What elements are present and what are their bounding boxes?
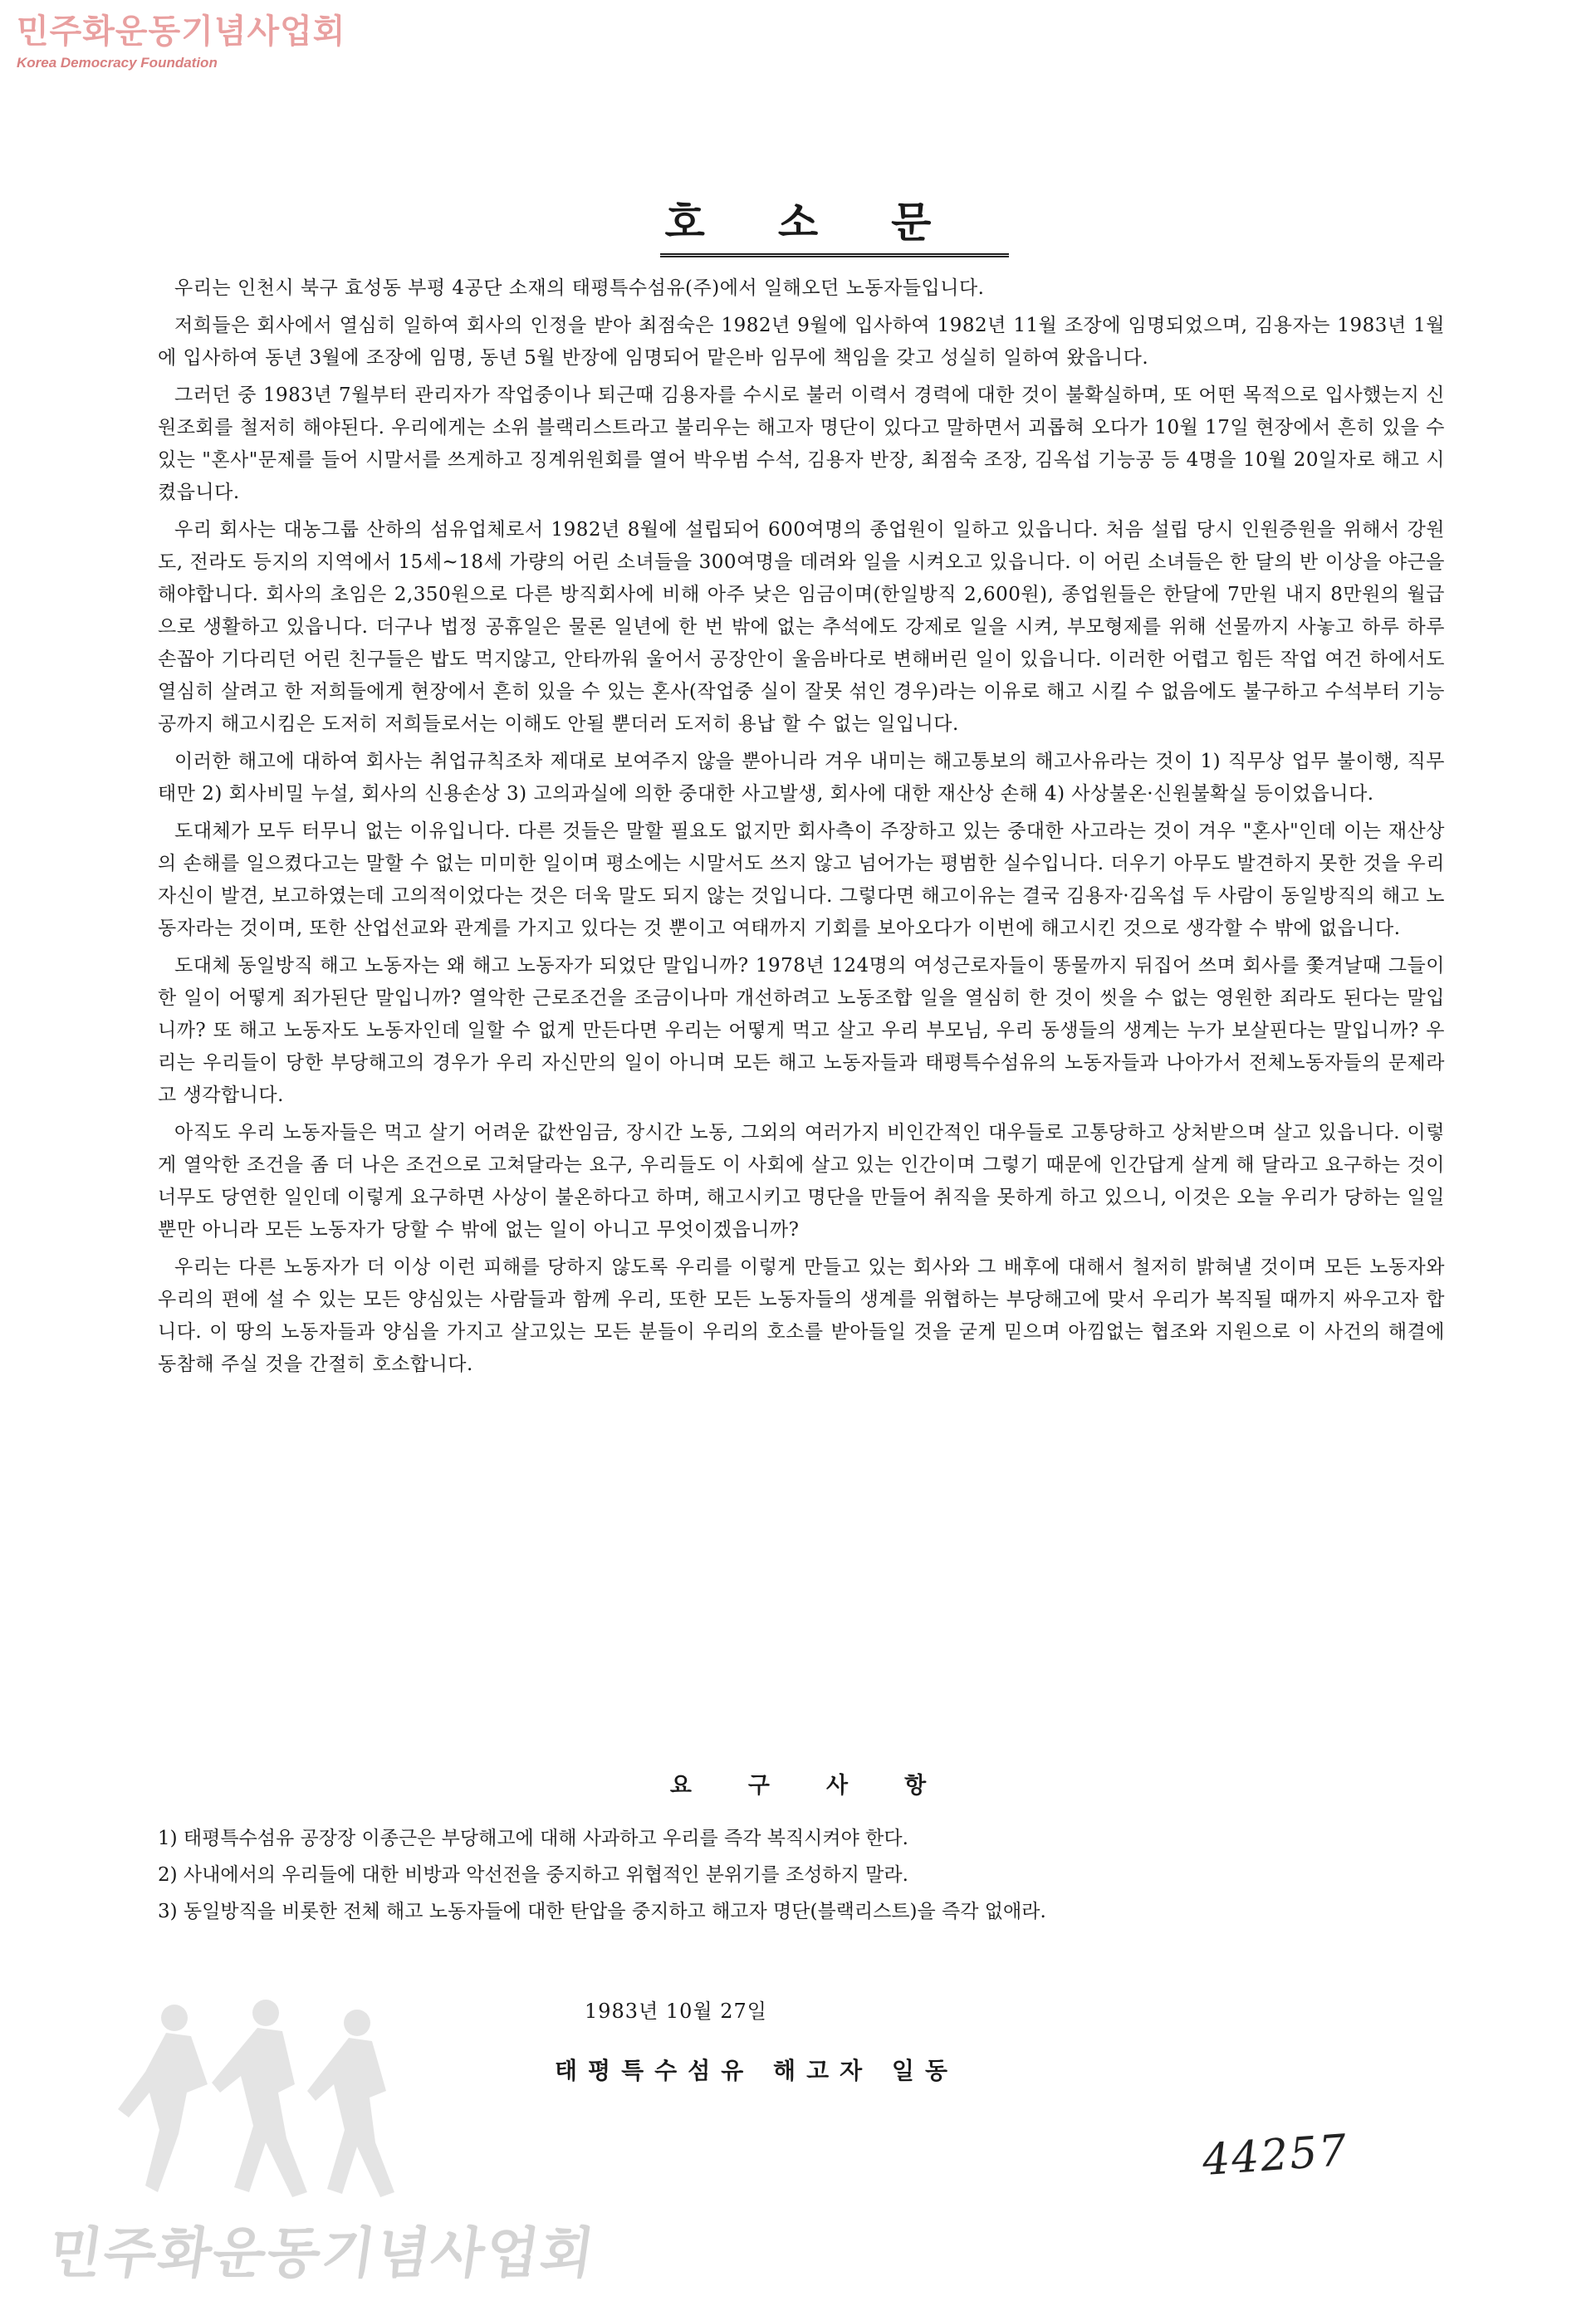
paragraph: 도대체가 모두 터무니 없는 이유입니다. 다른 것들은 말할 필요도 없지만 회사측이 주장하고 있는 중대한 사고라는 것이 겨우 "혼사"인데 이는 재산상의 손해를 일으켰다고는 말할 수 없는 미미한 일이며 평소에는 시말서도 쓰지 않고 넘어가는 평범한 실수입니다. 더우기 아무도 발견하지 못한 것을 우리 자신이 발견, 보고하였는데 고의적이었다는 것은 더욱 말도 되지 않는 것입니다. 그렇다면 해고이유는 결국 김용자·김옥섭 두 사람이 동일방직의 해고 노동자라는 것이며, 또한 산업선교와 관계를 가지고 있다는 것 뿐이고 여태까지 기회를 보아오다가 이번에 해고시킨 것으로 생각할 수 밖에 없읍니다.: [158, 820, 1445, 939]
document-title-text: 호소문: [660, 198, 1010, 257]
document-date: 1983년 10월 27일: [585, 2000, 767, 2023]
document-body: [158, 272, 1445, 1386]
runners-logo-icon: [108, 1993, 423, 2212]
paragraph: 저희들은 회사에서 열심히 일하여 회사의 인정을 받아 최점숙은 1982년 9월에 입사하여 1982년 11월 조장에 임명되었으며, 김용자는 1983년 1월에 입사하여 동년 3월에 조장에 임명, 동년 5월 반장에 임명되어 맡은바 임무에 책임을 갖고 성실히 일하여 왔읍니다.: [158, 315, 1445, 369]
watermark-top: [17, 12, 345, 71]
document-title: [0, 189, 1596, 249]
paragraph: 이러한 해고에 대하여 회사는 취업규칙조차 제대로 보여주지 않을 뿐아니라 겨우 내미는 해고통보의 해고사유라는 것이 1) 직무상 업무 불이행, 직무태만 2) 회사비밀 누설, 회사의 신용손상 3) 고의과실에 의한 중대한 사고발생, 회사에 대한 재산상 손해 4) 사상불온·신원불확실 등이었읍니다.: [158, 751, 1445, 805]
demand-item: 3) 동일방직을 비롯한 전체 해고 노동자들에 대한 탄압을 중지하고 해고자 명단(블랙리스트)을 즉각 없애라.: [158, 1901, 1046, 1922]
demand-item: 1) 태평특수섬유 공장장 이종근은 부당해고에 대해 사과하고 우리를 즉각 복직시켜야 한다.: [158, 1828, 908, 1849]
paragraph: 아직도 우리 노동자들은 먹고 살기 어려운 값싼임금, 장시간 노동, 그외의 여러가지 비인간적인 대우들로 고통당하고 상처받으며 살고 있읍니다. 이렇게 열악한 조건을 좀 더 나은 조건으로 고쳐달라는 요구, 우리들도 이 사회에 살고 있는 인간이며 그렇기 때문에 인간답게 살게 해 달라고 요구하는 것이 너무도 당연한 일인데 이렇게 요구하면 사상이 불온하다고 하며, 해고시키고 명단을 만들어 취직을 못하게 하고 있으니, 이것은 오늘 우리가 당하는 일일 뿐만 아니라 모든 노동자가 당할 수 밖에 없는 일이 아니고 무엇이겠읍니까?: [158, 1122, 1445, 1241]
paragraph: 도대체 동일방직 해고 노동자는 왜 해고 노동자가 되었단 말입니까? 1978년 124명의 여성근로자들이 똥물까지 뒤집어 쓰며 회사를 쫓겨날때 그들이 한 일이 어떻게 죄가된단 말입니까? 열악한 근로조건을 조금이나마 개선하려고 노동조합 일을 열심히 한 것이 씻을 수 없는 영원한 죄라도 된다는 말입니까? 또 해고 노동자도 노동자인데 일할 수 없게 만든다면 우리는 어떻게 먹고 살고 우리 부모님, 우리 동생들의 생계는 누가 보살핀다는 말입니까? 우리는 우리들이 당한 부당해고의 경우가 우리 자신만의 일이 아니며 모든 해고 노동자들과 태평특수섬유의 노동자들과 나아가서 전체노동자들의 문제라고 생각합니다.: [158, 955, 1445, 1106]
demand-item: 2) 사내에서의 우리들에 대한 비방과 악선전을 중지하고 위협적인 분위기를 조성하지 말라.: [158, 1864, 908, 1886]
handwritten-number: 44257: [1201, 2125, 1350, 2186]
demands-title: 요구사항: [669, 1773, 983, 1799]
demands-list: [158, 1820, 1453, 1930]
watermark-name-en: Korea Democracy Foundation: [17, 55, 218, 71]
signer: 태평특수섬유 해고자 일동: [555, 2057, 959, 2084]
paragraph: 우리는 인천시 북구 효성동 부평 4공단 소재의 태평특수섬유(주)에서 일해오던 노동자들입니다.: [174, 277, 985, 299]
paragraph: 우리는 다른 노동자가 더 이상 이런 피해를 당하지 않도록 우리를 이렇게 만들고 있는 회사와 그 배후에 대해서 철저히 밝혀낼 것이며 모든 노동자와 우리의 편에 설 수 있는 모든 양심있는 사람들과 함께 우리, 또한 모든 노동자들의 생계를 위협하는 부당해고에 맞서 우리가 복직될 때까지 싸우고자 합니다. 이 땅의 노동자들과 양심을 가지고 살고있는 모든 분들이 우리의 호소를 받아들일 것을 굳게 믿으며 아낌없는 협조와 지원으로 이 사건의 해결에 동참해 주실 것을 간절히 호소합니다.: [158, 1256, 1445, 1375]
paragraph: 그러던 중 1983년 7월부터 관리자가 작업중이나 퇴근때 김용자를 수시로 불러 이력서 경력에 대한 것이 불확실하며, 또 어떤 목적으로 입사했는지 신원조회를 철저히 해야된다. 우리에게는 소위 블랙리스트라고 불리우는 해고자 명단이 있다고 말하면서 괴롭혀 오다가 10월 17일 현장에서 흔히 있을 수 있는 "혼사"문제를 들어 시말서를 쓰게하고 징계위원회를 열어 박우범 수석, 김용자 반장, 최점숙 조장, 김옥섭 기능공 등 4명을 10월 20일자로 해고 시켰읍니다.: [158, 384, 1445, 503]
watermark-bottom: 민주화운동기념사업회: [44, 2221, 600, 2285]
watermark-name-ko: 민주화운동기념사업회: [17, 12, 346, 51]
paragraph: 우리 회사는 대농그룹 산하의 섬유업체로서 1982년 8월에 설립되어 600여명의 종업원이 일하고 있읍니다. 처음 설립 당시 인원증원을 위해서 강원도, 전라도 등지의 지역에서 15세~18세 가량의 어린 소녀들을 300여명을 데려와 일을 시켜오고 있읍니다. 이 어린 소녀들은 한 달의 반 이상을 야근을 해야합니다. 회사의 초임은 2,350원으로 다른 방직회사에 비해 아주 낮은 임금이며(한일방직 2,600원), 종업원들은 한달에 7만원 내지 8만원의 월급으로 생활하고 있읍니다. 더구나 법정 공휴일은 물론 일년에 한 번 밖에 없는 추석에도 강제로 일을 시켜, 부모형제를 위해 선물까지 사놓고 하루 하루 손꼽아 기다리던 어린 친구들은 밥도 먹지않고, 안타까워 울어서 공장안이 울음바다로 변해버린 일이 있읍니다. 이러한 어렵고 힘든 작업 여건 하에서도 열심히 살려고 한 저희들에게 현장에서 흔히 있을 수 있는 혼사(작업중 실이 잘못 섞인 경우)라는 이유로 해고 시킬 수 없음에도 불구하고 수석부터 기능공까지 해고시킴은 도저히 저희들로서는 이해도 안될 뿐더러 도저히 용납 할 수 없는 일입니다.: [158, 519, 1445, 735]
